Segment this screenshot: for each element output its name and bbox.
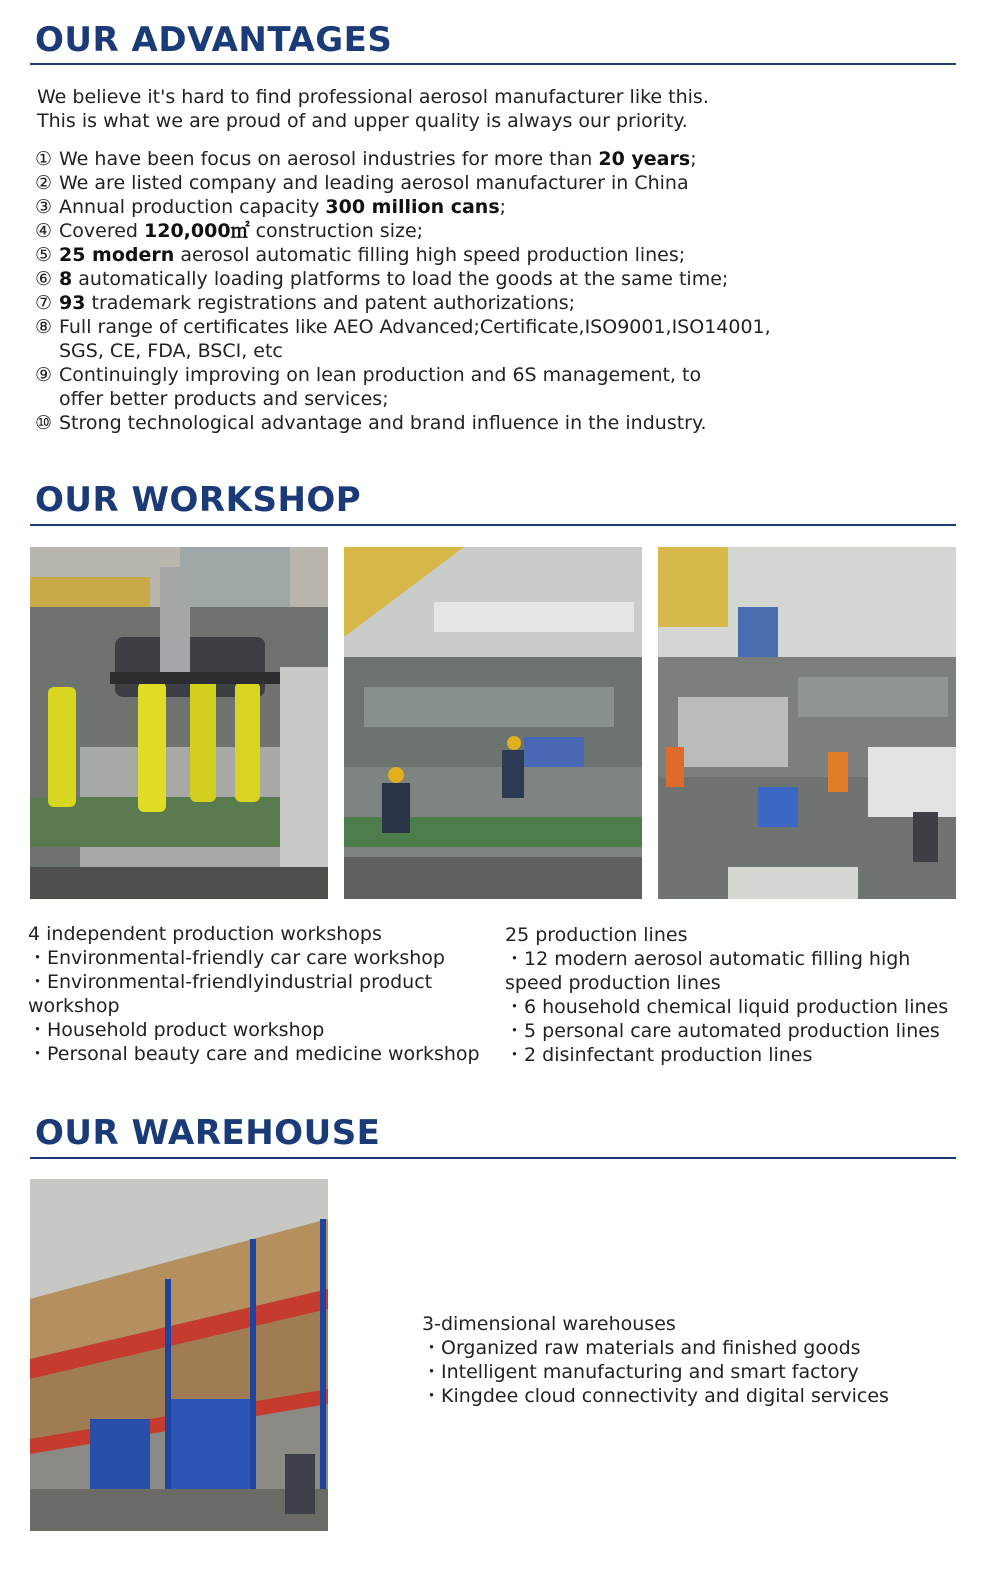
item-number: ⑨: [35, 364, 53, 386]
workshop-photo-factory-floor: [658, 547, 956, 899]
workshop-left-heading: 4 independent production workshops: [28, 923, 382, 945]
list-item: ・2 disinfectant production lines: [505, 1044, 813, 1066]
list-item: ・5 personal care automated production lines: [505, 1020, 940, 1042]
item-number: ⑩: [35, 412, 53, 434]
advantages-intro: [37, 85, 937, 133]
list-item: ・Intelligent manufacturing and smart factory: [422, 1361, 859, 1383]
warehouse-block: [422, 1312, 942, 1408]
list-item: ・Environmental-friendly car care workshop: [28, 947, 445, 969]
workshop-left-block: [28, 922, 488, 1066]
item-number: ①: [35, 148, 53, 170]
list-item: ① We have been focus on aerosol industries for more than 20 years;: [35, 148, 697, 170]
workshop-photo-filling-machine: [30, 547, 328, 899]
list-item: ② We are listed company and leading aerosol manufacturer in China: [35, 172, 689, 194]
list-item: ⑥ 8 automatically loading platforms to load the goods at the same time;: [35, 268, 729, 290]
list-item: ⑦ 93 trademark registrations and patent authorizations;: [35, 292, 576, 314]
item-number: ③: [35, 196, 53, 218]
item-number: ⑦: [35, 292, 53, 314]
list-item: ・Organized raw materials and finished goods: [422, 1337, 861, 1359]
list-item: ・Kingdee cloud connectivity and digital services: [422, 1385, 889, 1407]
item-number: ④: [35, 220, 53, 242]
warehouse-title: OUR WAREHOUSE: [35, 1113, 381, 1153]
workshop-divider: [30, 524, 956, 526]
advantages-divider: [30, 63, 956, 65]
list-item: ・Personal beauty care and medicine workshop: [28, 1043, 480, 1065]
list-item: ・Household product workshop: [28, 1019, 325, 1041]
item-number: ②: [35, 172, 53, 194]
list-item: ③ Annual production capacity 300 million cans;: [35, 196, 507, 218]
advantages-title: OUR ADVANTAGES: [35, 20, 393, 60]
warehouse-divider: [30, 1157, 956, 1159]
intro-line: We believe it's hard to find professional aerosol manufacturer like this.: [37, 86, 709, 108]
workshop-right-block: [505, 923, 965, 1067]
item-number: ⑧: [35, 316, 53, 338]
list-item: ⑤ 25 modern aerosol automatic filling high speed production lines;: [35, 244, 686, 266]
list-item: ・Environmental-friendlyindustrial product workshop: [28, 971, 433, 1017]
list-item: ④ Covered 120,000㎡ construction size;: [35, 220, 424, 242]
list-item: ・12 modern aerosol automatic filling high speed production lines: [505, 948, 911, 994]
workshop-title: OUR WORKSHOP: [35, 480, 362, 520]
list-item: ・6 household chemical liquid production lines: [505, 996, 949, 1018]
intro-line: This is what we are proud of and upper quality is always our priority.: [37, 110, 688, 132]
item-number: ⑥: [35, 268, 53, 290]
item-number: ⑤: [35, 244, 53, 266]
workshop-right-heading: 25 production lines: [505, 924, 688, 946]
warehouse-heading: 3-dimensional warehouses: [422, 1313, 676, 1335]
list-item: ⑨ Continuingly improving on lean production and 6S management, to offer better products and services;: [35, 364, 702, 410]
advantages-list: [35, 147, 935, 435]
list-item: ⑧ Full range of certificates like AEO Advanced;Certificate,ISO9001,ISO14001, SGS, CE, FDA, BSCI, etc: [35, 316, 771, 362]
warehouse-photo-racks: [30, 1179, 328, 1531]
workshop-photo-production-hall: [344, 547, 642, 899]
list-item: ⑩ Strong technological advantage and brand influence in the industry.: [35, 412, 707, 434]
